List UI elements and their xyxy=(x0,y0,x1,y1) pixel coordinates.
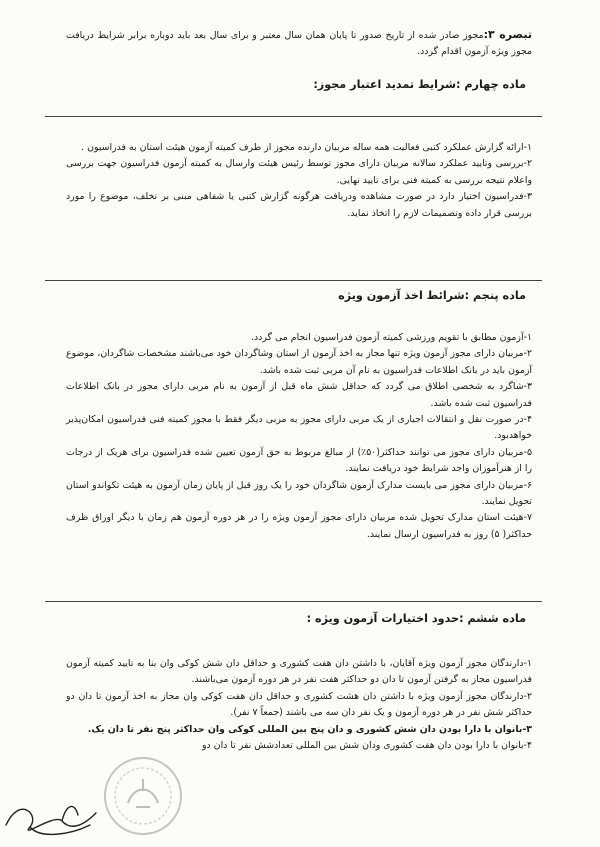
note-3 xyxy=(66,27,532,61)
divider xyxy=(45,116,542,117)
note-3-text: مجوز صادر شده از تاریخ صدور تا پایان همان سال معتبر و برای سال بعد باید دوباره برابر شرایط دریافت مجوز ویژه آزمون اقدام گردد. xyxy=(66,30,532,58)
divider xyxy=(45,280,542,281)
article-4-list xyxy=(66,140,532,222)
list-item: ۴-بانوان با دارا بودن دان هفت کشوری ودان شش بین المللی تعدادشش نفر تا دان دو xyxy=(202,740,532,752)
list-item: ۱-دارندگان مجوز آزمون ویژه آقایان، با داشتن دان هفت کشوری و حداقل دان شش کوکی وان بنا به تایید کمیته آزمون فدراسیون مجاز به گرفتن آزمون تا دان دو حداکثر هفت نفر در هر دوره آزمون می‌باشند. xyxy=(66,658,532,686)
note-3-label: تبصره ۳: xyxy=(483,28,532,41)
list-item: ۱-ارائه گزارش عملکرد کتبی فعالیت همه ساله مربیان دارنده مجوز از طرف کمیته آزمون هیئت استان به فدراسیون . xyxy=(81,142,532,153)
federation-stamp xyxy=(102,755,184,837)
article-4-title: ماده چهارم :شرایط تمدید اعتبار مجوز: xyxy=(313,78,526,91)
list-item: ۲-بررسی وتایید عملکرد سالانه مربیان دارای مجوز توسط رئیس هیئت وارسال به کمیته آزمون فدراسیون جهت بررسی واعلام نتیجه بررسی به کمیته فنی برای تایید نهایی. xyxy=(66,158,532,186)
article-6-list xyxy=(66,656,532,754)
list-item: ۶-مربیان دارای مجوز می بایست مدارک آزمون شاگردان خود را یک روز قبل از پایان زمان آزمون به هیئت تکواندو استان تحویل نمایند. xyxy=(66,479,532,508)
signature-scribble xyxy=(0,755,110,847)
list-item: ۲-مربیان دارای مجوز آزمون ویژه تنها مجاز به اخذ آزمون از استان وشاگردان خود می‌باشند مشخصات شاگردان، موضوع آزمون باید در بانک اطلاعات فدراسیون به نام آن مربی ثبت شده باشد. xyxy=(66,348,532,376)
list-item: ۳-فدراسیون اختیار دارد در صورت مشاهده ودریافت هرگونه گزارش کتبی یا شفاهی مبنی بر تخلف، موضوع را مورد بررسی قرار داده وتصمیمات لازم را اتخاذ نماید. xyxy=(66,191,532,219)
article-5-list xyxy=(66,330,532,543)
divider xyxy=(45,601,542,602)
list-item: ۳-بانوان با دارا بودن دان شش کشوری و دان پنج بین المللی کوکی وان حداکثر پنج نفر تا دان یک. xyxy=(87,723,532,735)
list-item: ۱-آزمون مطابق با تقویم ورزشی کمیته آزمون فدراسیون انجام می گردد. xyxy=(251,332,532,343)
list-item: ۷-هیئت استان مدارک تحویل شده مربیان دارای مجوز آزمون ویژه را در هر دوره آزمون هم زمان با دیگر اوراق ظرف حداکثر( ۵) روز به فدراسیون ارسال نمایند. xyxy=(66,512,532,540)
list-item: ۴-در صورت نقل و انتقالات اجباری از یک مربی دارای مجوز به مربی دیگر فقط با مجوز کمیته فنی فدراسیون امکان‌پذیر خواهدبود. xyxy=(66,414,532,442)
list-item: ۵-مربیان دارای مجوز می توانند حداکثر(۵۰٪) از مبالغ مربوط به حق آزمون تعیین شده فدراسیون برای هریک از درجات را از هنرآموزان واجد شرایط خود دریافت نمایند. xyxy=(66,446,533,475)
article-6-title: ماده ششم :حدود اختیارات آزمون ویژه : xyxy=(306,612,526,625)
list-item: ۳-شاگرد به شخصی اطلاق می گردد که حداقل شش ماه قبل از آزمون به نام مربی دارای مجوز در بانک اطلاعات فدراسیون ثبت شده باشد. xyxy=(66,381,532,409)
article-5-title: ماده پنجم :شرائط اخذ آزمون ویژه xyxy=(338,289,526,302)
list-item: ۲-دارندگان مجوز آزمون ویژه با داشتن دان هشت کشوری و حداقل دان هفت کوکی وان مجاز به اخذ آزمون تا دان دو حداکثر شش نفر در هر دوره آزمون و یک نفر دان سه می باشند (جمعاً ۷ نفر). xyxy=(66,690,532,719)
